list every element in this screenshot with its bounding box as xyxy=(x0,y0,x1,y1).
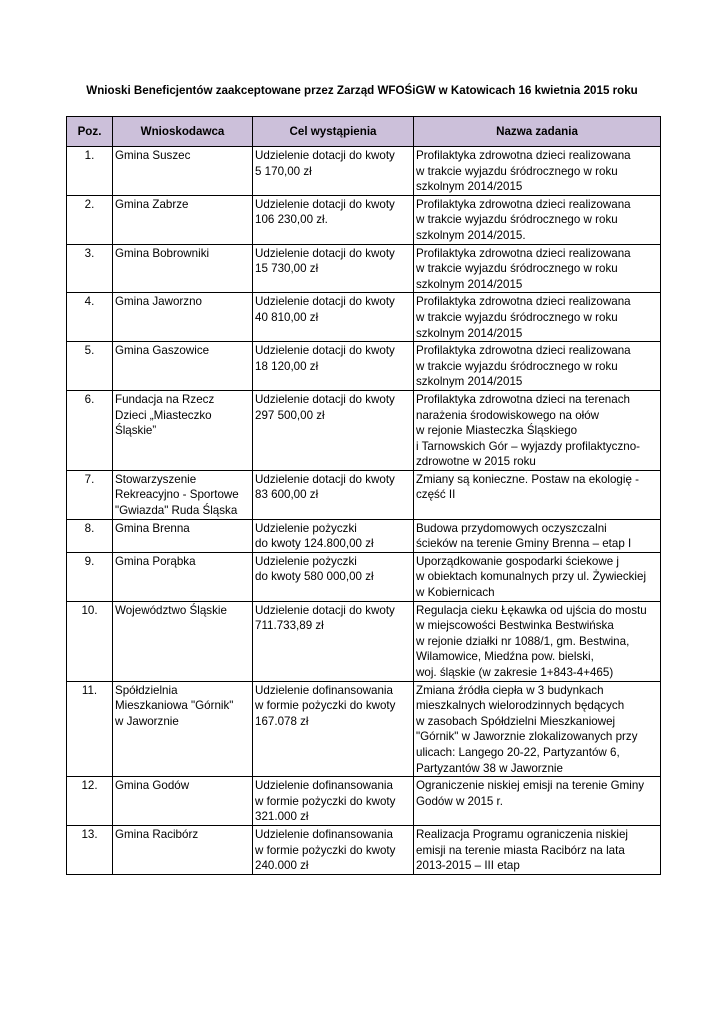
header-wnioskodawca: Wnioskodawca xyxy=(113,117,253,147)
cell-cel-wystapienia xyxy=(253,777,414,826)
table-row xyxy=(67,293,661,342)
cell-line: szkolnym 2014/2015 xyxy=(416,277,523,291)
cell-line: Profilaktyka zdrowotna dzieci realizowana xyxy=(416,295,631,309)
cell-line: Spółdzielnia xyxy=(115,683,178,697)
cell-line: Udzielenie dotacji do kwoty xyxy=(255,246,395,260)
cell-line: Udzielenie pożyczki xyxy=(255,554,357,568)
cell-line: w Kobiernicach xyxy=(416,586,495,600)
cell-line: 15 730,00 zł xyxy=(255,262,319,276)
table-row xyxy=(67,825,661,874)
cell-line: w trakcie wyjazdu śródrocznego w roku xyxy=(416,262,618,276)
cell-line: Udzielenie dotacji do kwoty xyxy=(255,295,395,309)
cell-nazwa-zadania xyxy=(414,519,661,552)
cell-line: szkolnym 2014/2015 xyxy=(416,326,523,340)
cell-line: 40 810,00 zł xyxy=(255,310,319,324)
cell-wnioskodawca xyxy=(113,147,253,196)
cell-nazwa-zadania xyxy=(414,147,661,196)
table-header-row xyxy=(67,117,661,147)
cell-line: 106 230,00 zł. xyxy=(255,213,328,227)
cell-nazwa-zadania xyxy=(414,470,661,519)
cell-poz: 1. xyxy=(67,147,113,196)
cell-cel-wystapienia xyxy=(253,147,414,196)
cell-line: w formie pożyczki do kwoty xyxy=(255,699,396,713)
cell-line: Profilaktyka zdrowotna dzieci realizowana xyxy=(416,197,631,211)
cell-nazwa-zadania xyxy=(414,601,661,681)
cell-poz: 9. xyxy=(67,552,113,601)
cell-line: Gmina Bobrowniki xyxy=(115,246,210,260)
cell-nazwa-zadania xyxy=(414,293,661,342)
cell-poz: 13. xyxy=(67,825,113,874)
cell-line: w trakcie wyjazdu śródrocznego w roku xyxy=(416,310,618,324)
cell-cel-wystapienia xyxy=(253,195,414,244)
cell-nazwa-zadania xyxy=(414,195,661,244)
cell-line: Wilamowice, Miedźna pow. bielski, xyxy=(416,650,594,664)
header-nazwa-zadania: Nazwa zadania xyxy=(414,117,661,147)
cell-line: w formie pożyczki do kwoty xyxy=(255,843,396,857)
cell-cel-wystapienia xyxy=(253,601,414,681)
cell-poz: 4. xyxy=(67,293,113,342)
cell-poz: 12. xyxy=(67,777,113,826)
cell-nazwa-zadania xyxy=(414,244,661,293)
cell-cel-wystapienia xyxy=(253,390,414,470)
cell-line: 240.000 zł xyxy=(255,859,309,873)
cell-wnioskodawca xyxy=(113,195,253,244)
cell-line: 2013-2015 – III etap xyxy=(416,859,520,873)
cell-poz: 5. xyxy=(67,342,113,391)
cell-line: "Górnik" w Jaworznie zlokalizowanych przy xyxy=(416,730,638,744)
cell-line: Udzielenie dotacji do kwoty xyxy=(255,149,395,162)
table-row xyxy=(67,390,661,470)
cell-line: Zmiana źródła ciepła w 3 budynkach xyxy=(416,683,604,697)
cell-line: "Gwiazda" Ruda Śląska xyxy=(115,504,238,518)
cell-line: Śląskie” xyxy=(115,424,157,438)
cell-line: Budowa przydomowych oczyszczalni xyxy=(416,521,607,535)
cell-line: Profilaktyka zdrowotna dzieci realizowana xyxy=(416,344,631,358)
page-title: Wnioski Beneficjentów zaakceptowane przez Zarząd WFOŚiGW w Katowicach 16 kwietnia 2015 roku xyxy=(86,84,638,97)
cell-poz: 6. xyxy=(67,390,113,470)
cell-line: Udzielenie dotacji do kwoty xyxy=(255,472,395,486)
cell-line: 18 120,00 zł xyxy=(255,359,319,373)
cell-poz: 2. xyxy=(67,195,113,244)
table-row xyxy=(67,519,661,552)
cell-line: ulicach: Langego 20-22, Partyzantów 6, xyxy=(416,745,620,759)
cell-line: szkolnym 2014/2015. xyxy=(416,228,526,242)
cell-cel-wystapienia xyxy=(253,293,414,342)
cell-line: 321.000 zł xyxy=(255,810,309,824)
cell-line: mieszkalnych wielorodzinnych będących xyxy=(416,699,625,713)
cell-line: Mieszkaniowa "Górnik" xyxy=(115,699,234,713)
cell-line: Partyzantów 38 w Jaworznie xyxy=(416,761,563,775)
cell-line: Ograniczenie niskiej emisji na terenie Gminy xyxy=(416,779,645,793)
table-row xyxy=(67,470,661,519)
cell-line: Profilaktyka zdrowotna dzieci realizowana xyxy=(416,149,631,162)
cell-line: w trakcie wyjazdu śródrocznego w roku xyxy=(416,359,618,373)
cell-cel-wystapienia xyxy=(253,519,414,552)
cell-cel-wystapienia xyxy=(253,552,414,601)
table-row xyxy=(67,342,661,391)
cell-wnioskodawca xyxy=(113,777,253,826)
cell-nazwa-zadania xyxy=(414,777,661,826)
cell-line: Rekreacyjno - Sportowe xyxy=(115,488,239,502)
cell-line: Stowarzyszenie xyxy=(115,472,197,486)
table-row xyxy=(67,244,661,293)
cell-line: w obiektach komunalnych przy ul. Żywieckiej xyxy=(416,570,647,584)
cell-line: w rejonie działki nr 1088/1, gm. Bestwina, xyxy=(416,634,630,648)
cell-line: Realizacja Programu ograniczenia niskiej xyxy=(416,827,629,841)
cell-line: Województwo Śląskie xyxy=(115,603,227,617)
cell-line: Fundacja na Rzecz xyxy=(115,392,215,406)
cell-line: Udzielenie dotacji do kwoty xyxy=(255,603,395,617)
cell-wnioskodawca xyxy=(113,601,253,681)
cell-nazwa-zadania xyxy=(414,552,661,601)
cell-wnioskodawca xyxy=(113,681,253,777)
cell-cel-wystapienia xyxy=(253,244,414,293)
cell-line: Dzieci „Miasteczko xyxy=(115,408,212,422)
cell-line: Udzielenie dofinansowania xyxy=(255,683,393,697)
cell-line: 297 500,00 zł xyxy=(255,408,325,422)
cell-line: Gmina Gaszowice xyxy=(115,344,210,358)
cell-line: 711.733,89 zł xyxy=(255,619,324,633)
cell-line: Regulacja cieku Łękawka od ujścia do mostu xyxy=(416,603,647,617)
cell-line: Profilaktyka zdrowotna dzieci na terenach xyxy=(416,392,630,406)
cell-line: do kwoty 580 000,00 zł xyxy=(255,570,374,584)
table-body xyxy=(67,147,661,875)
table-row xyxy=(67,681,661,777)
cell-wnioskodawca xyxy=(113,390,253,470)
cell-line: Udzielenie dotacji do kwoty xyxy=(255,392,395,406)
cell-line: w Jaworznie xyxy=(115,714,179,728)
cell-wnioskodawca xyxy=(113,825,253,874)
cell-line: w formie pożyczki do kwoty xyxy=(255,794,396,808)
cell-nazwa-zadania xyxy=(414,681,661,777)
header-poz: Poz. xyxy=(67,117,113,147)
cell-line: szkolnym 2014/2015 xyxy=(416,180,523,194)
cell-wnioskodawca xyxy=(113,342,253,391)
table-row xyxy=(67,552,661,601)
table-row xyxy=(67,147,661,196)
cell-line: ścieków na terenie Gminy Brenna – etap I xyxy=(416,537,632,551)
cell-wnioskodawca xyxy=(113,293,253,342)
cell-line: zdrowotne w 2015 roku xyxy=(416,455,536,469)
cell-line: do kwoty 124.800,00 zł xyxy=(255,537,374,551)
cell-wnioskodawca xyxy=(113,470,253,519)
cell-line: w trakcie wyjazdu śródrocznego w roku xyxy=(416,213,618,227)
table-row xyxy=(67,777,661,826)
cell-line: i Tarnowskich Gór – wyjazdy profilaktyczno- xyxy=(416,439,641,453)
cell-cel-wystapienia xyxy=(253,342,414,391)
cell-line: emisji na terenie miasta Racibórz na lata xyxy=(416,843,625,857)
cell-line: Zmiany są konieczne. Postaw na ekologię - xyxy=(416,472,639,486)
cell-nazwa-zadania xyxy=(414,342,661,391)
cell-cel-wystapienia xyxy=(253,825,414,874)
cell-line: Udzielenie dotacji do kwoty xyxy=(255,197,395,211)
cell-line: szkolnym 2014/2015 xyxy=(416,375,523,389)
cell-nazwa-zadania xyxy=(414,825,661,874)
cell-line: woj. śląskie (w zakresie 1+843-4+465) xyxy=(416,666,614,679)
cell-cel-wystapienia xyxy=(253,470,414,519)
cell-cel-wystapienia xyxy=(253,681,414,777)
cell-wnioskodawca xyxy=(113,552,253,601)
cell-line: Gmina Racibórz xyxy=(115,827,199,841)
cell-poz: 11. xyxy=(67,681,113,777)
cell-line: w trakcie wyjazdu śródrocznego w roku xyxy=(416,164,618,178)
cell-line: narażenia środowiskowego na ołów xyxy=(416,408,600,422)
cell-poz: 7. xyxy=(67,470,113,519)
cell-line: Gmina Brenna xyxy=(115,521,190,535)
cell-line: Profilaktyka zdrowotna dzieci realizowana xyxy=(416,246,631,260)
cell-line: Gmina Porąbka xyxy=(115,554,196,568)
cell-line: 83 600,00 zł xyxy=(255,488,319,502)
cell-line: 5 170,00 zł xyxy=(255,164,312,178)
cell-line: część II xyxy=(416,488,456,502)
cell-line: Udzielenie dotacji do kwoty xyxy=(255,344,395,358)
cell-line: Gmina Godów xyxy=(115,779,190,793)
cell-line: w miejscowości Bestwinka Bestwińska xyxy=(416,619,614,633)
cell-wnioskodawca xyxy=(113,519,253,552)
cell-poz: 10. xyxy=(67,601,113,681)
cell-line: Gmina Suszec xyxy=(115,149,191,162)
cell-line: Udzielenie dofinansowania xyxy=(255,779,393,793)
applications-table xyxy=(66,116,661,875)
cell-wnioskodawca xyxy=(113,244,253,293)
table-row xyxy=(67,601,661,681)
cell-poz: 8. xyxy=(67,519,113,552)
cell-nazwa-zadania xyxy=(414,390,661,470)
cell-line: Godów w 2015 r. xyxy=(416,794,504,808)
cell-line: Gmina Jaworzno xyxy=(115,295,202,309)
table-row xyxy=(67,195,661,244)
header-cel-wystapienia: Cel wystąpienia xyxy=(253,117,414,147)
cell-poz: 3. xyxy=(67,244,113,293)
cell-line: Udzielenie pożyczki xyxy=(255,521,357,535)
cell-line: 167.078 zł xyxy=(255,714,309,728)
cell-line: Uporządkowanie gospodarki ściekowe j xyxy=(416,554,619,568)
cell-line: Udzielenie dofinansowania xyxy=(255,827,393,841)
cell-line: Gmina Zabrze xyxy=(115,197,189,211)
cell-line: w rejonie Miasteczka Śląskiego xyxy=(416,424,578,438)
cell-line: w zasobach Spółdzielni Mieszkaniowej xyxy=(416,714,616,728)
